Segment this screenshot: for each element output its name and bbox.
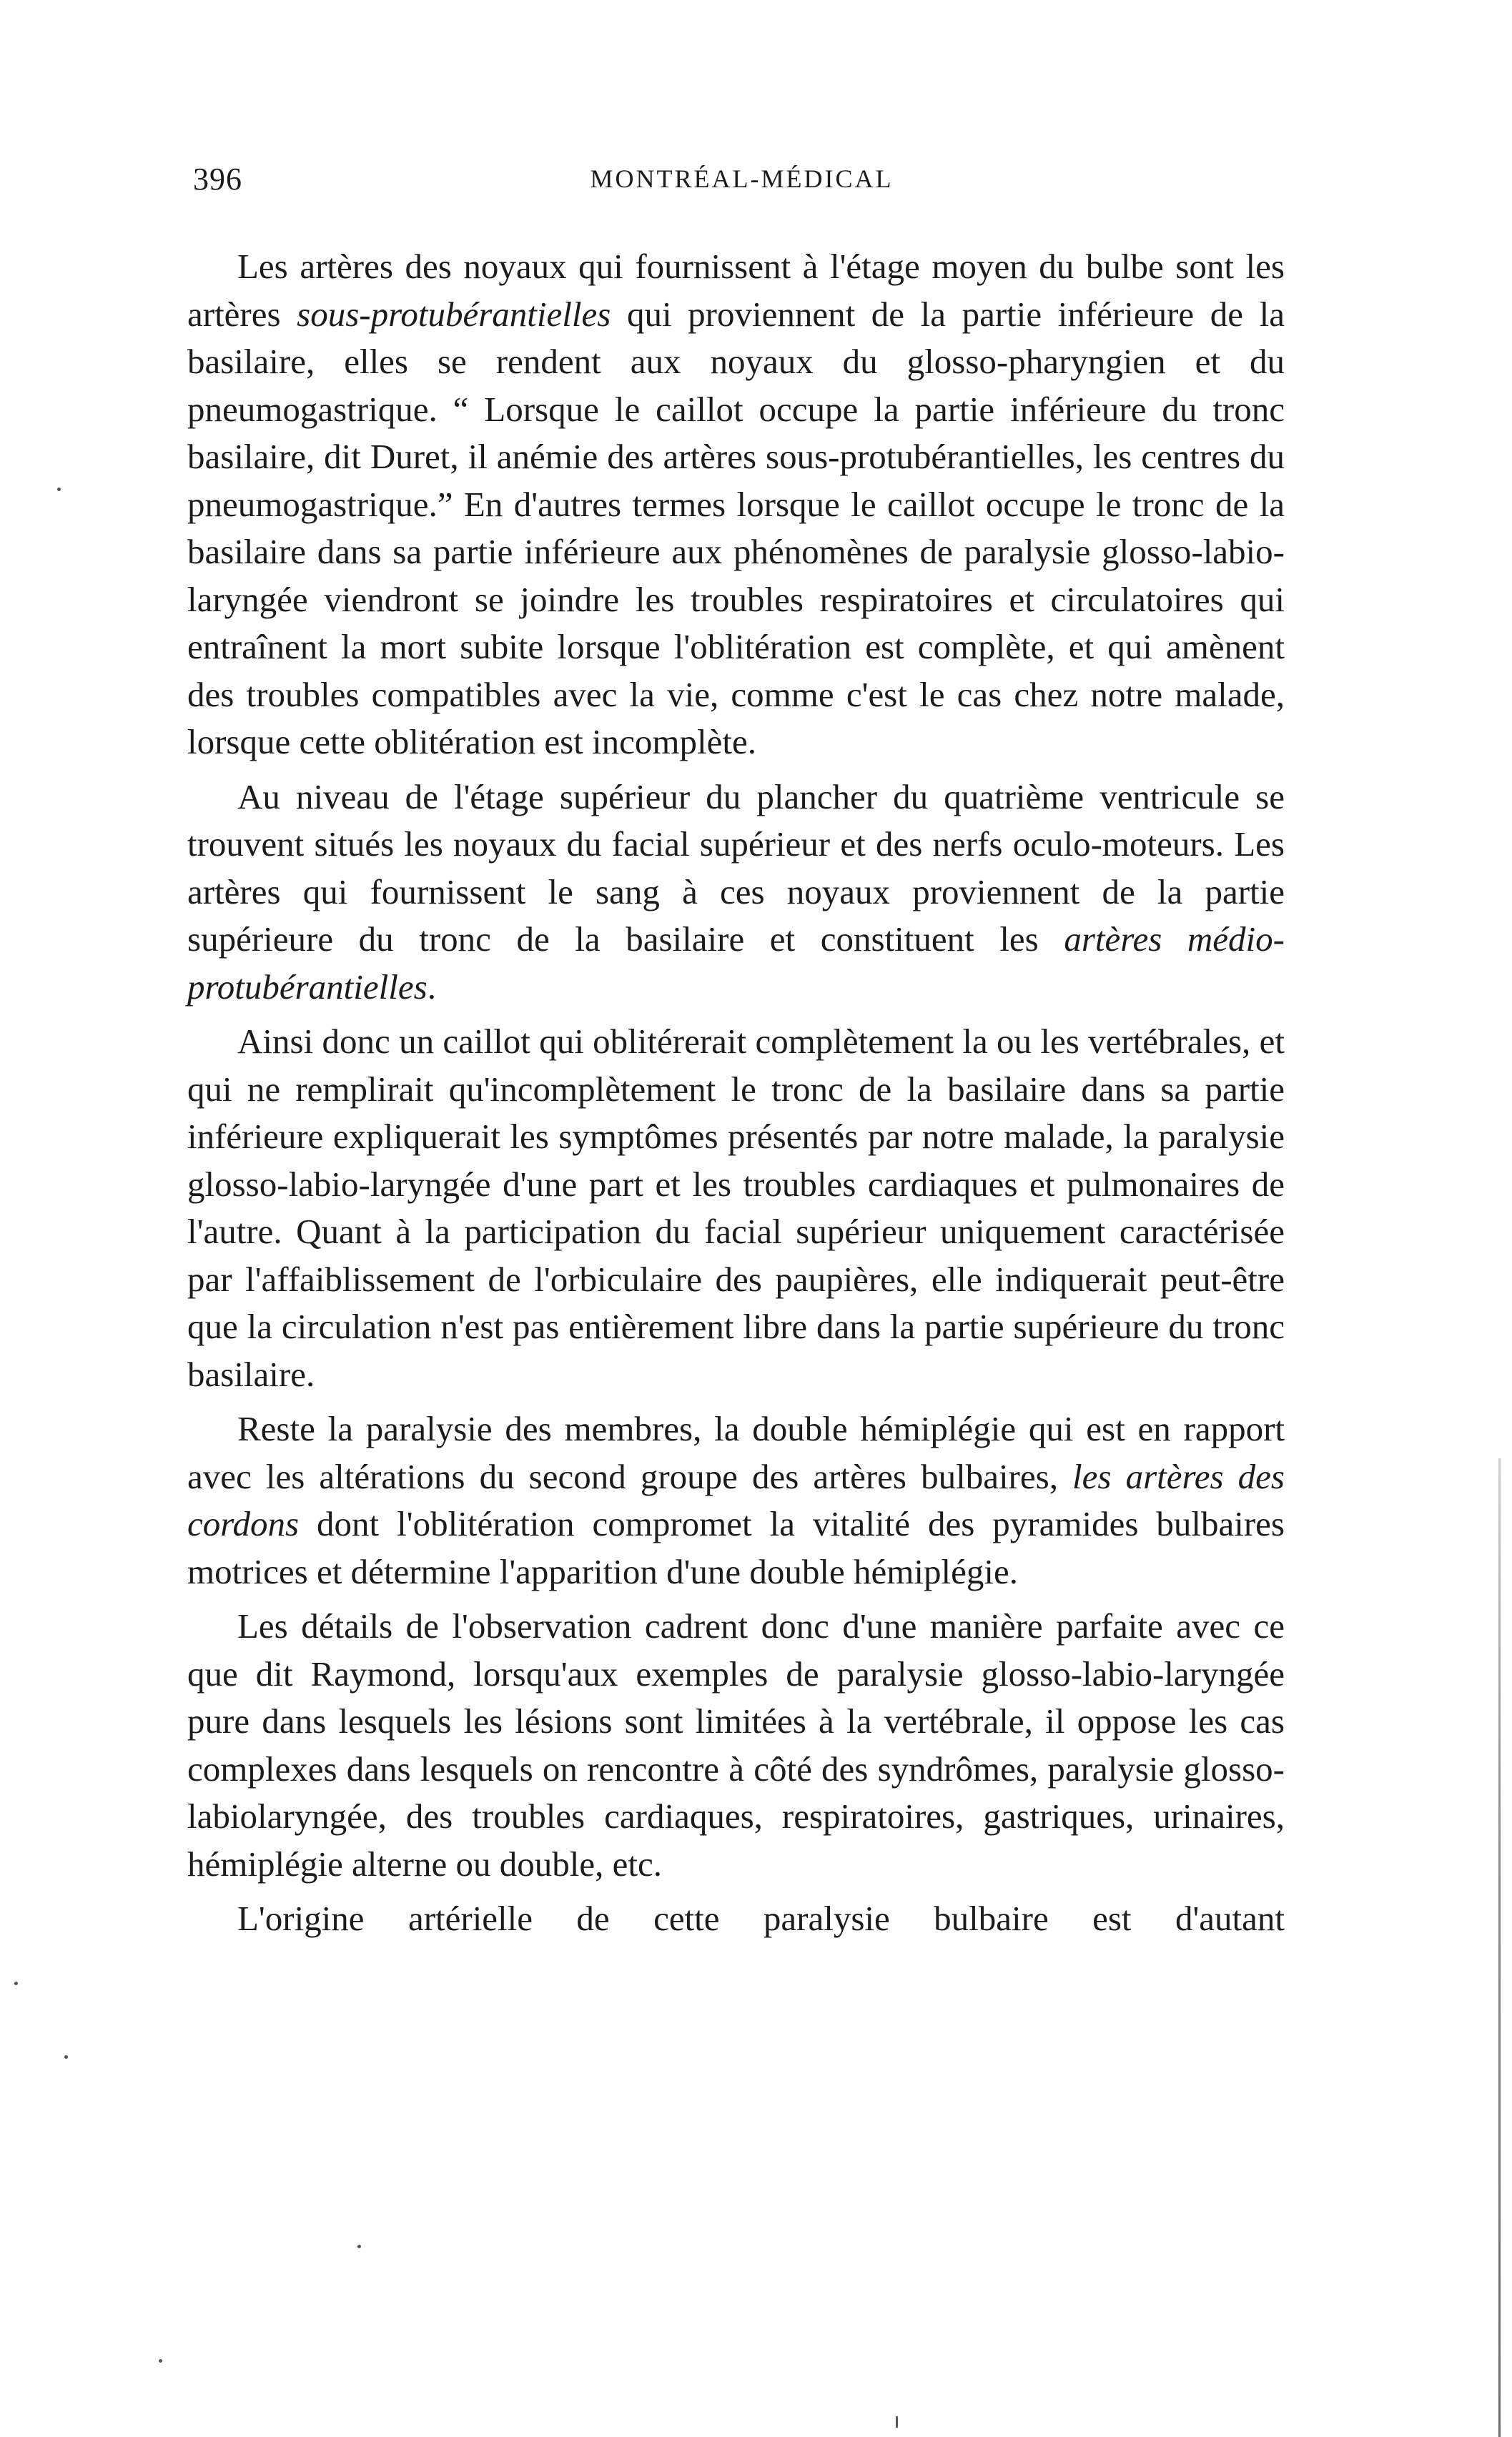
text-segment: Ainsi donc un caillot qui oblitérerait complètement la ou les vertébrales, et qui ne remplirait qu'incomplètement le tronc de la basilaire dans sa partie inférieure expliquerait les symptômes présentés par notre malade, la paralysie glosso-labio-laryngée d'une part et les troubles cardiaques et pulmonaires de l'autre. Quant à la participation du facial supérieur uniquement caractérisée par l'affaiblissement de l'orbiculaire des paupières, elle indiquerait peut-être que la circulation n'est pas entièrement libre dans la partie supérieure du tronc basilaire.	[187, 1022, 1285, 1394]
paragraph-2	[187, 773, 1285, 1012]
text-segment: .	[427, 967, 436, 1007]
text-segment: qui proviennent de la partie inférieure de la basilaire, elles se rendent aux noyaux du glosso-pharyngien et du pneumogastrique. “ Lorsque le caillot occupe la partie inférieure du tronc basilaire, dit Duret, il anémie des artères sous-protubérantielles, les centres du pneumogastrique.” En d'autres termes lorsque le caillot occupe le tronc de la basilaire dans sa partie inférieure aux phénomènes de paralysie glosso-labio-laryngée viendront se joindre les troubles respiratoires et circulatoires qui entraînent la mort subite lorsque l'oblitération est complète, et qui amènent des troubles compatibles avec la vie, comme c'est le cas chez notre malade, lorsque cette oblitération est incomplète.	[187, 294, 1285, 761]
scan-speck	[64, 2055, 68, 2059]
paragraph-4	[187, 1405, 1285, 1596]
scan-speck	[159, 2359, 162, 2363]
body-text	[187, 243, 1285, 1950]
scan-speck	[357, 2245, 361, 2248]
italic-term: sous-protubérantielles	[297, 294, 611, 334]
paragraph-3	[187, 1018, 1285, 1398]
running-title: MONTRÉAL-MÉDICAL	[590, 164, 894, 193]
scan-speck	[896, 2416, 898, 2428]
text-segment: Les détails de l'observation cadrent donc d'une manière parfaite avec ce que dit Raymond, lorsqu'aux exemples de paralysie glosso-labio-laryngée pure dans lesquels les lésions sont limitées à la vertébrale, il oppose les cas complexes dans lesquels on rencontre à côté des syndrômes, paralysie glosso-labiolaryngée, des troubles cardiaques, respiratoires, gastriques, urinaires, hémiplégie alterne ou double, etc.	[187, 1606, 1285, 1884]
page-number: 396	[193, 162, 242, 197]
text-segment: dont l'oblitération compromet la vitalité des pyramides bulbaires motrices et détermine l'apparition d'une double hémiplégie.	[187, 1504, 1285, 1591]
italic-term: artères médio-protubérantielles	[187, 919, 1285, 1007]
scan-speck	[14, 1982, 18, 1985]
paragraph-5	[187, 1603, 1285, 1888]
paragraph-1	[187, 243, 1285, 766]
scan-speck	[57, 488, 61, 491]
page-header	[193, 161, 1290, 204]
text-segment: Reste la paralysie des membres, la double hémiplégie qui est en rapport avec les altérations du second groupe des artères bulbaires,	[187, 1409, 1285, 1496]
italic-term: les artères des cordons	[187, 1456, 1285, 1543]
paragraph-6	[187, 1895, 1285, 1943]
text-segment: L'origine artérielle de cette paralysie bulbaire est d'autant	[237, 1899, 1285, 1938]
text-segment: Au niveau de l'étage supérieur du plancher du quatrième ventricule se trouvent situés les noyaux du facial supérieur et des nerfs oculo-moteurs. Les artères qui fournissent le sang à ces noyaux proviennent de la partie supérieure du tronc de la basilaire et constituent les	[187, 776, 1285, 959]
page-edge-shadow	[1498, 1458, 1501, 2437]
text-segment: Les artères des noyaux qui fournissent à l'étage moyen du bulbe sont les artères	[187, 247, 1285, 334]
